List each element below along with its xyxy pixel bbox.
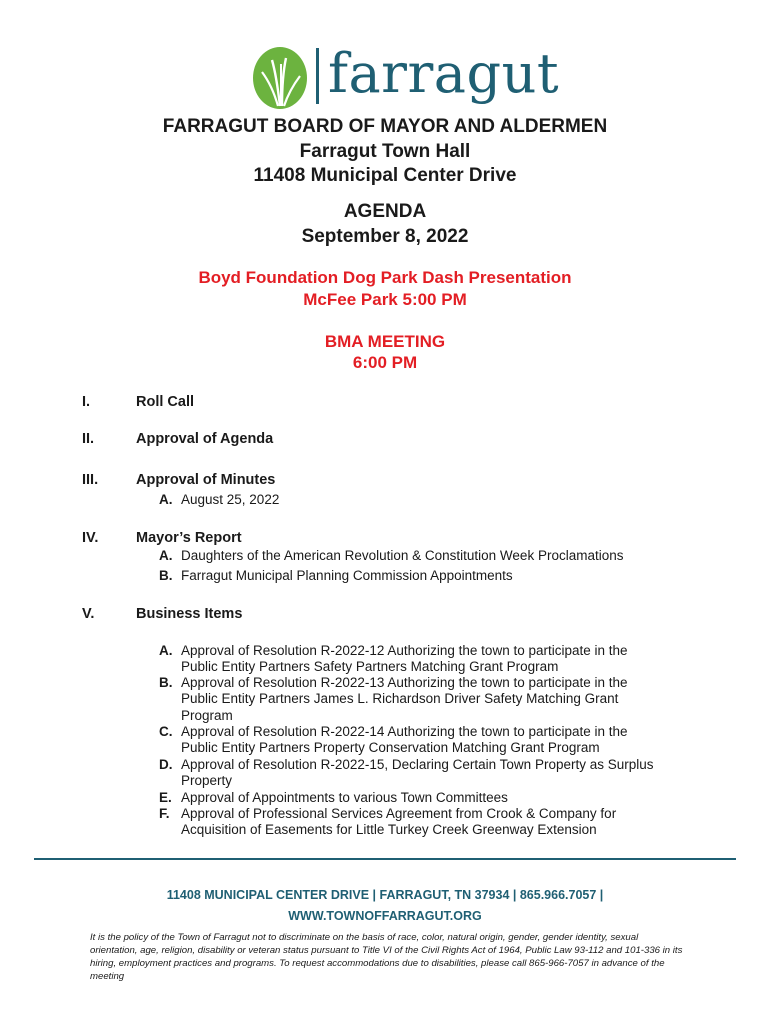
item-letter: A.: [159, 643, 173, 658]
meeting-title: BMA MEETING: [324, 332, 446, 351]
section-title: Business Items: [136, 606, 243, 622]
section-title: Approval of Agenda: [136, 431, 274, 447]
agenda-label: AGENDA: [343, 201, 427, 222]
item-text: Approval of Professional Services Agreement from Crook & Company for Acquisition of Easements for Little Turkey Creek Greenway Extension: [181, 806, 617, 838]
presentation-place-time: McFee Park 5:00 PM: [303, 290, 467, 309]
logo-divider: [316, 48, 319, 104]
section-title: Mayor’s Report: [136, 530, 242, 546]
nondiscrimination-disclaimer: It is the policy of the Town of Farragut not to discriminate on the basis of race, color, natural origin, gender, gender identity, sexual orientation, age, religion, disability or veteran status pursuant to Title VI of the Civil Rights Act of 1964, Public Law 93-112 and 101-336 in its hiring, employment practices and programs. To request accommodations due to disabilities, please call 865-966-7057 in advance of the meeting: [90, 932, 683, 982]
footer-website-link[interactable]: WWW.TOWNOFFARRAGUT.ORG: [288, 909, 482, 923]
presentation-title: Boyd Foundation Dog Park Dash Presentation: [198, 268, 572, 287]
venue-name: Farragut Town Hall: [299, 141, 471, 162]
item-letter: A.: [159, 492, 173, 507]
item-text: Approval of Appointments to various Town Committees: [181, 790, 508, 805]
item-letter: D.: [159, 757, 173, 772]
item-text: Daughters of the American Revolution & Constitution Week Proclamations: [181, 548, 624, 563]
item-text: Approval of Resolution R-2022-12 Authorizing the town to participate in the Public Entity Partners Safety Partners Matching Grant Program: [181, 643, 628, 675]
logo-wordmark: farragut: [328, 42, 560, 105]
meeting-time: 6:00 PM: [352, 353, 418, 372]
section-number: IV.: [82, 530, 99, 546]
item-letter: B.: [159, 568, 173, 583]
item-text: Approval of Resolution R-2022-15, Declaring Certain Town Property as Surplus Property: [181, 757, 654, 789]
section-title: Approval of Minutes: [136, 472, 276, 488]
footer-contact: 11408 MUNICIPAL CENTER DRIVE | FARRAGUT, TN 37934 | 865.966.7057 |: [166, 888, 604, 902]
venue-address: 11408 Municipal Center Drive: [253, 165, 517, 186]
section-number: V.: [82, 606, 95, 622]
item-text: Farragut Municipal Planning Commission Appointments: [181, 568, 513, 583]
item-letter: B.: [159, 675, 173, 690]
footer-divider: [34, 858, 736, 860]
item-text: Approval of Resolution R-2022-13 Authorizing the town to participate in the Public Entity Partners James L. Richardson Driver Safety Matching Grant Program: [181, 675, 628, 723]
leaf-logo-icon: [250, 44, 312, 112]
board-title: FARRAGUT BOARD OF MAYOR AND ALDERMEN: [162, 116, 608, 137]
agenda-date: September 8, 2022: [301, 226, 469, 247]
item-letter: C.: [159, 724, 173, 739]
item-letter: A.: [159, 548, 173, 563]
section-number: II.: [82, 431, 95, 447]
section-number: I.: [82, 394, 91, 410]
item-text: Approval of Resolution R-2022-14 Authorizing the town to participate in the Public Entity Partners Property Conservation Matching Grant Program: [181, 724, 628, 756]
farragut-logo: [250, 42, 560, 114]
item-letter: E.: [159, 790, 172, 805]
item-text: August 25, 2022: [181, 492, 280, 507]
section-number: III.: [82, 472, 99, 488]
item-letter: F.: [159, 806, 170, 821]
section-title: Roll Call: [136, 394, 195, 410]
